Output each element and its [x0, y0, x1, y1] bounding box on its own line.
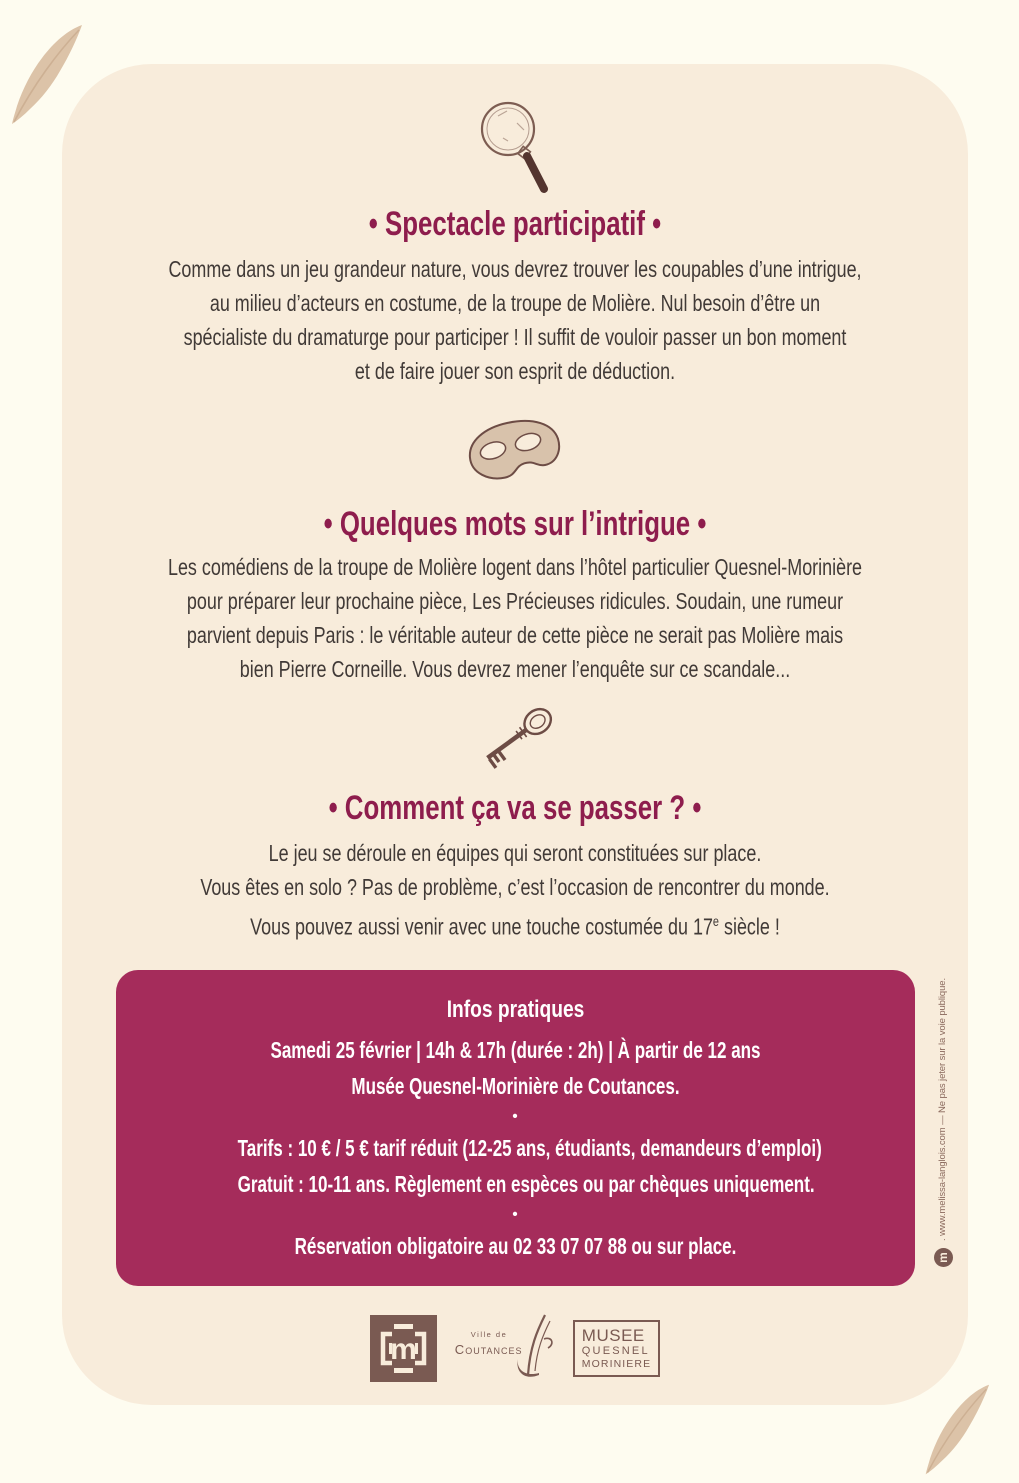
infos-line-gratuit: Gratuit : 10-11 ans. Règlement en espèces ou par chèques uniquement.: [237, 1170, 815, 1197]
infos-title: Infos pratiques: [446, 995, 584, 1023]
superscript-e: e: [712, 913, 720, 929]
paragraph-line: et de faire jouer son esprit de déduction.: [354, 358, 676, 384]
section-paragraph: [62, 836, 968, 944]
separator-dot: •: [512, 1205, 518, 1223]
svg-text:m: m: [389, 1333, 417, 1367]
paragraph-line: Comme dans un jeu grandeur nature, vous devrez trouver les coupables d’une intrigue,: [168, 256, 862, 282]
flyer-card: [62, 64, 968, 1405]
section-paragraph: [62, 252, 968, 388]
musee-logo-line: MUSEE: [581, 1326, 645, 1346]
paragraph-line: Les comédiens de la troupe de Molière logent dans l’hôtel particulier Quesnel-Morinière: [167, 554, 863, 580]
paragraph-line-text: siècle !: [719, 913, 780, 940]
infos-line-date: Samedi 25 février | 14h & 17h (durée : 2h) | À partir de 12 ans: [269, 1036, 761, 1063]
infos-line-tarifs: Tarifs : 10 € / 5 € tarif réduit (12-25 ans, étudiants, demandeurs d’emploi): [237, 1134, 822, 1161]
coutances-logo: [455, 1313, 555, 1385]
section-title-deroulement: • Comment ça va se passer ? •: [328, 789, 702, 827]
coutances-logo-name: coutances: [454, 1337, 523, 1359]
partner-logos: [62, 1313, 968, 1385]
paragraph-line: parvient depuis Paris : le véritable auteur de cette pièce ne serait pas Molière mais: [186, 622, 844, 648]
paragraph-line: au milieu d’acteurs en costume, de la troupe de Molière. Nul besoin d’être un: [209, 290, 821, 316]
musee-logo-line: MORINIERE: [581, 1358, 652, 1371]
key-icon: [467, 702, 563, 774]
paragraph-line: spécialiste du dramaturge pour participer ! Il suffit de vouloir passer un bon moment: [183, 324, 847, 350]
section-paragraph: [62, 550, 968, 686]
infos-line-lieu: Musée Quesnel-Morinière de Coutances.: [350, 1072, 680, 1099]
credit-vertical: . www.melissa-langlois.com — Ne pas jeter sur la voie publique.: [937, 978, 948, 1241]
infos-panel: [116, 970, 915, 1286]
coutances-logo-small-text: Ville de: [470, 1329, 508, 1339]
paragraph-line: [162, 904, 869, 944]
section-title-intrigue: • Quelques mots sur l’intrigue •: [323, 505, 707, 543]
mask-icon: [460, 408, 570, 498]
coutances-swoosh-icon: [515, 1313, 555, 1385]
melissa-langlois-round-mark: m: [934, 1248, 953, 1267]
separator-dot: •: [512, 1107, 518, 1125]
paragraph-line-text: Vous pouvez aussi venir avec une touche costumée du 17: [250, 913, 713, 940]
paragraph-line: Vous êtes en solo ? Pas de problème, c’est l’occasion de rencontrer du monde.: [200, 874, 830, 900]
section-title-spectacle: • Spectacle participatif •: [368, 205, 662, 243]
paragraph-line: Le jeu se déroule en équipes qui seront constituées sur place.: [268, 840, 762, 866]
musee-quesnel-moriniere-logo: [573, 1320, 660, 1377]
musee-logo-line: QUESNEL: [581, 1345, 650, 1358]
paragraph-line: bien Pierre Corneille. Vous devrez mener l’enquête sur ce scandale...: [239, 656, 791, 682]
paragraph-line: pour préparer leur prochaine pièce, Les Précieuses ridicules. Soudain, une rumeur: [186, 588, 844, 614]
magnifier-icon: [470, 98, 560, 194]
melissa-langlois-square-logo: [370, 1315, 437, 1382]
infos-line-reservation: Réservation obligatoire au 02 33 07 07 88 ou sur place.: [294, 1232, 736, 1259]
